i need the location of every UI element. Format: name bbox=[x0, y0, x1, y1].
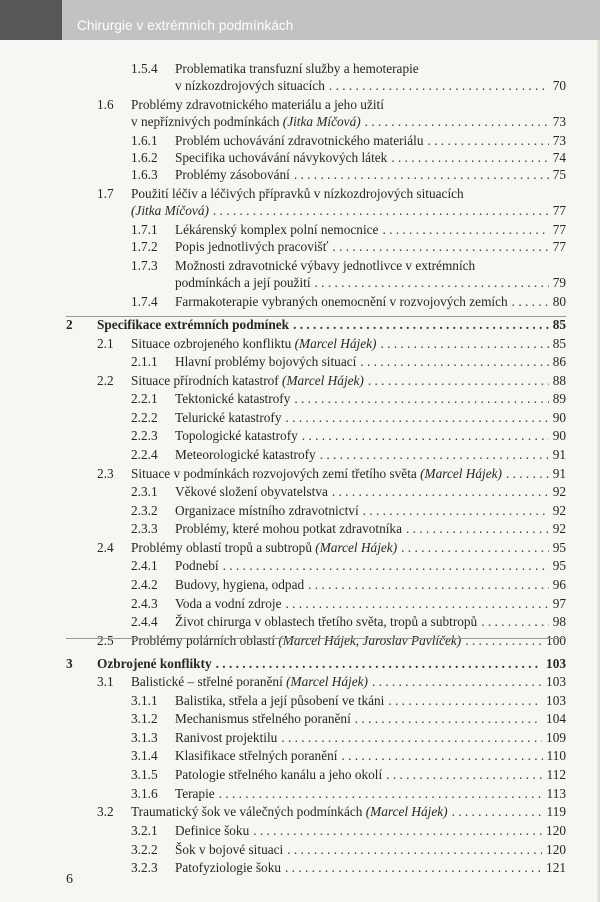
toc-page-number: 89 bbox=[552, 391, 566, 406]
toc-entry-title bbox=[175, 133, 424, 149]
toc-entry-number: 2.4.1 bbox=[131, 558, 158, 573]
toc-page-number: 79 bbox=[552, 275, 566, 290]
toc-page-number: 103 bbox=[546, 656, 566, 671]
toc-page-number: 120 bbox=[546, 823, 566, 838]
toc-entry-author: (Marcel Hájek) bbox=[286, 674, 368, 689]
toc-entry bbox=[131, 203, 566, 219]
toc-page-number: 80 bbox=[552, 294, 566, 309]
toc-entry-title bbox=[131, 540, 397, 556]
toc-entry bbox=[175, 391, 566, 407]
toc-entry-text: Klasifikace střelných poranění bbox=[175, 748, 338, 763]
toc-entry-number: 3.1.6 bbox=[131, 786, 158, 801]
toc-entry-number: 3.2.2 bbox=[131, 842, 158, 857]
toc-dot-leader bbox=[355, 711, 542, 727]
toc-entry-text: Voda a vodní zdroje bbox=[175, 596, 282, 611]
toc-entry-number: 2.3.3 bbox=[131, 521, 158, 536]
toc-entry-number: 2.4.2 bbox=[131, 577, 158, 592]
toc-entry bbox=[175, 614, 566, 630]
toc-page-number: 97 bbox=[552, 596, 566, 611]
toc-page-number: 112 bbox=[546, 767, 566, 782]
toc-dot-leader bbox=[213, 203, 549, 219]
toc-entry bbox=[175, 78, 566, 94]
toc-entry-title bbox=[175, 558, 219, 574]
toc-page-number: 88 bbox=[552, 373, 566, 388]
toc-page-number: 74 bbox=[552, 150, 566, 165]
toc-entry-text: Použití léčiv a léčivých přípravků v nízkozdrojových situacích bbox=[131, 186, 464, 201]
toc-entry-title bbox=[131, 114, 361, 130]
toc-entry-title bbox=[175, 258, 475, 274]
toc-page-number: 91 bbox=[552, 447, 566, 462]
toc-entry-number: 2.2.4 bbox=[131, 447, 158, 462]
toc-dot-leader bbox=[223, 558, 549, 574]
toc-entry-number: 1.6.1 bbox=[131, 133, 158, 148]
toc-page-number: 100 bbox=[546, 633, 566, 648]
toc-dot-leader bbox=[388, 693, 542, 709]
toc-entry-title bbox=[175, 596, 281, 612]
toc-dot-leader bbox=[294, 391, 548, 407]
toc-dot-leader bbox=[285, 596, 548, 612]
toc-entry bbox=[175, 294, 566, 310]
toc-entry bbox=[175, 428, 566, 444]
toc-entry-number: 2.4 bbox=[97, 540, 114, 555]
toc-entry bbox=[131, 373, 566, 389]
toc-dot-leader bbox=[341, 748, 542, 764]
toc-page-number: 90 bbox=[552, 410, 566, 425]
toc-entry-title bbox=[175, 767, 382, 783]
toc-entry-text: podmínkách a její použití bbox=[175, 275, 311, 290]
toc-entry-text: Patofyziologie šoku bbox=[175, 860, 281, 875]
toc-entry-text: Problémy, které mohou potkat zdravotníka bbox=[175, 521, 402, 536]
toc-dot-leader bbox=[286, 410, 549, 426]
toc-entry-author: (Marcel Hájek) bbox=[294, 336, 377, 351]
toc-entry-title bbox=[175, 521, 402, 537]
toc-entry bbox=[175, 61, 566, 77]
toc-page-number: 70 bbox=[552, 78, 566, 93]
toc-page-number: 91 bbox=[552, 466, 566, 481]
toc-dot-leader bbox=[386, 767, 542, 783]
toc-dot-leader bbox=[481, 614, 549, 630]
toc-entry-number: 2.3 bbox=[97, 466, 114, 481]
toc-dot-leader bbox=[512, 294, 549, 310]
toc-entry-author: (Jitka Míčová) bbox=[282, 114, 361, 129]
toc-page-number: 77 bbox=[552, 239, 566, 254]
toc-dot-leader bbox=[382, 222, 548, 238]
toc-page-number: 85 bbox=[552, 317, 566, 332]
toc-entry-title bbox=[175, 354, 356, 370]
toc-entry-title bbox=[175, 61, 419, 77]
toc-entry-title bbox=[175, 842, 283, 858]
toc-entry-number: 1.6.2 bbox=[131, 150, 158, 165]
toc-entry-text: Organizace místního zdravotnictví bbox=[175, 503, 359, 518]
toc-entry-title bbox=[175, 730, 277, 746]
toc-entry-title bbox=[97, 656, 212, 672]
toc-dot-leader bbox=[281, 730, 542, 746]
toc-dot-leader bbox=[216, 656, 542, 672]
toc-entry-text: v nízkozdrojových situacích bbox=[175, 78, 325, 93]
toc-entry bbox=[175, 239, 566, 255]
toc-entry-text: Hlavní problémy bojových situací bbox=[175, 354, 357, 369]
toc-entry bbox=[131, 633, 566, 649]
toc-entry-text: Problémy polárních oblastí bbox=[131, 633, 279, 648]
toc-dot-leader bbox=[302, 428, 549, 444]
toc-entry bbox=[131, 540, 566, 556]
toc-entry-text: Ozbrojené konflikty bbox=[97, 656, 212, 671]
toc-dot-leader bbox=[329, 78, 549, 94]
toc-entry-title bbox=[175, 239, 328, 255]
header-accent-block bbox=[0, 0, 62, 40]
toc-entry bbox=[175, 354, 566, 370]
toc-entry-text: Možnosti zdravotnické výbavy jednotlivce v extrémních bbox=[175, 258, 476, 273]
toc-entry-number: 1.7.2 bbox=[131, 239, 158, 254]
toc-entry bbox=[175, 786, 566, 802]
toc-entry bbox=[175, 693, 566, 709]
toc-entry-text: Problematika transfuzní služby a hemoterapie bbox=[175, 61, 419, 76]
toc-dot-leader bbox=[308, 577, 549, 593]
toc-entry bbox=[175, 730, 566, 746]
toc-dot-leader bbox=[506, 466, 549, 482]
toc-entry bbox=[175, 823, 566, 839]
toc-page-number: 92 bbox=[552, 521, 566, 536]
toc-entry-title bbox=[175, 748, 337, 764]
toc-entry-number: 3.1.4 bbox=[131, 748, 158, 763]
toc-entry bbox=[175, 842, 566, 858]
toc-entry-number: 3 bbox=[66, 656, 73, 671]
toc-entry-number: 2.4.4 bbox=[131, 614, 158, 629]
toc-entry bbox=[175, 748, 566, 764]
toc-entry bbox=[131, 186, 566, 202]
toc-page-number: 86 bbox=[552, 354, 566, 369]
toc-dot-leader bbox=[452, 804, 543, 820]
toc-entry-title bbox=[175, 693, 384, 709]
toc-entry-title bbox=[175, 484, 328, 500]
toc-page-number: 119 bbox=[546, 804, 566, 819]
toc-entry-title bbox=[131, 804, 448, 820]
toc-entry-title bbox=[175, 391, 290, 407]
toc-page-number: 96 bbox=[552, 577, 566, 592]
toc-entry-text: Specifikace extrémních podmínek bbox=[97, 317, 290, 332]
toc-entry-number: 1.7 bbox=[97, 186, 114, 201]
toc-page-number: 121 bbox=[546, 860, 566, 875]
toc-entry-text: Tektonické katastrofy bbox=[175, 391, 291, 406]
toc-entry bbox=[131, 804, 566, 820]
toc-entry-number: 3.1 bbox=[97, 674, 114, 689]
toc-dot-leader bbox=[465, 633, 542, 649]
toc-entry bbox=[131, 114, 566, 130]
toc-entry bbox=[175, 150, 566, 166]
toc-dot-leader bbox=[332, 239, 548, 255]
toc-entry-author: (Marcel Hájek) bbox=[365, 804, 448, 819]
toc-entry-number: 2.2.3 bbox=[131, 428, 158, 443]
toc-page-number: 77 bbox=[552, 203, 566, 218]
toc-entry-text: Budovy, hygiena, odpad bbox=[175, 577, 305, 592]
toc-entry-title bbox=[175, 786, 215, 802]
toc-entry-number: 2 bbox=[66, 317, 73, 332]
toc-entry-text: Věkové složení obyvatelstva bbox=[175, 484, 328, 499]
toc-entry-text: Specifika uchovávání návykových látek bbox=[175, 150, 388, 165]
toc-entry-title bbox=[131, 186, 464, 202]
toc-entry-number: 2.5 bbox=[97, 633, 114, 648]
toc-entry-text: Problém uchovávání zdravotnického materiálu bbox=[175, 133, 424, 148]
toc-entry-title bbox=[131, 674, 368, 690]
toc-page-number: 75 bbox=[552, 167, 566, 182]
toc-entry-text: Meteorologické katastrofy bbox=[175, 447, 316, 462]
toc-entry-text: Šok v bojové situaci bbox=[175, 842, 284, 857]
toc-entry-title bbox=[175, 150, 387, 166]
toc-entry bbox=[175, 577, 566, 593]
running-header bbox=[0, 0, 600, 40]
toc-entry-title bbox=[175, 823, 249, 839]
toc-page-number: 73 bbox=[552, 114, 566, 129]
toc-entry-number: 1.7.3 bbox=[131, 258, 158, 273]
toc-page-number: 73 bbox=[552, 133, 566, 148]
toc-entry bbox=[131, 97, 566, 113]
chapter-divider bbox=[66, 316, 566, 317]
toc-dot-leader bbox=[320, 447, 549, 463]
toc-entry-title bbox=[175, 410, 282, 426]
toc-entry-author: (Marcel Hájek, Jaroslav Pavlíček) bbox=[278, 633, 462, 648]
toc-entry bbox=[175, 222, 566, 238]
toc-entry-number: 2.1.1 bbox=[131, 354, 158, 369]
toc-entry-title bbox=[175, 577, 304, 593]
toc-page-number: 85 bbox=[552, 336, 566, 351]
toc-entry bbox=[175, 860, 566, 876]
toc-entry-author: (Jitka Míčová) bbox=[131, 203, 209, 218]
toc-dot-leader bbox=[372, 674, 542, 690]
toc-dot-leader bbox=[391, 150, 548, 166]
toc-dot-leader bbox=[363, 503, 549, 519]
toc-entry bbox=[175, 167, 566, 183]
toc-dot-leader bbox=[380, 336, 548, 352]
toc-entry-title bbox=[131, 373, 364, 389]
toc-dot-leader bbox=[365, 114, 549, 130]
toc-entry-text: Situace ozbrojeného konfliktu bbox=[131, 336, 295, 351]
toc-entry-number: 1.7.1 bbox=[131, 222, 158, 237]
toc-page-number: 104 bbox=[546, 711, 566, 726]
toc-entry bbox=[131, 466, 566, 482]
toc-entry-title bbox=[175, 503, 359, 519]
toc-entry-number: 3.2.1 bbox=[131, 823, 158, 838]
toc-chapter-entry bbox=[97, 656, 566, 672]
toc-entry bbox=[131, 674, 566, 690]
toc-page-number: 92 bbox=[552, 484, 566, 499]
toc-entry-text: Telurické katastrofy bbox=[175, 410, 282, 425]
toc-entry-title bbox=[175, 860, 281, 876]
toc-entry-text: Balistika, střela a její působení ve tkáni bbox=[175, 693, 385, 708]
toc-entry bbox=[175, 558, 566, 574]
toc-entry-number: 2.1 bbox=[97, 336, 114, 351]
toc-entry bbox=[175, 503, 566, 519]
toc-entry-text: Situace přírodních katastrof bbox=[131, 373, 283, 388]
toc-entry bbox=[175, 484, 566, 500]
toc-entry-number: 1.6 bbox=[97, 97, 114, 112]
toc-entry-title bbox=[175, 711, 351, 727]
toc-entry-text: Problémy zdravotnického materiálu a jeho užití bbox=[131, 97, 384, 112]
toc-entry-number: 3.1.3 bbox=[131, 730, 158, 745]
toc-entry-text: Život chirurga v oblastech třetího světa, tropů a subtropů bbox=[175, 614, 478, 629]
toc-entry-text: Problémy oblastí tropů a subtropů bbox=[131, 540, 316, 555]
toc-entry-text: Popis jednotlivých pracovišť bbox=[175, 239, 329, 254]
toc-entry-title bbox=[131, 203, 209, 219]
toc-entry bbox=[175, 596, 566, 612]
toc-entry-title bbox=[175, 447, 316, 463]
toc-entry-title bbox=[97, 317, 289, 333]
toc-dot-leader bbox=[253, 823, 542, 839]
toc-page-number: 113 bbox=[546, 786, 566, 801]
running-header-title: Chirurgie v extrémních podmínkách bbox=[77, 18, 294, 33]
toc-entry-number: 1.6.3 bbox=[131, 167, 158, 182]
toc-entry-number: 2.2.2 bbox=[131, 410, 158, 425]
toc-entry-number: 2.3.2 bbox=[131, 503, 158, 518]
toc-entry-text: Definice šoku bbox=[175, 823, 250, 838]
toc-entry-title bbox=[131, 633, 461, 649]
toc-entry bbox=[175, 275, 566, 291]
toc-entry-number: 3.1.1 bbox=[131, 693, 158, 708]
toc-entry-text: Mechanismus střelného poranění bbox=[175, 711, 351, 726]
toc-entry-number: 3.1.2 bbox=[131, 711, 158, 726]
toc-entry-number: 2.2 bbox=[97, 373, 114, 388]
toc-dot-leader bbox=[401, 540, 549, 556]
toc-entry-text: v nepříznivých podmínkách bbox=[131, 114, 283, 129]
toc-entry-number: 2.4.3 bbox=[131, 596, 158, 611]
toc-entry-text: Terapie bbox=[175, 786, 215, 801]
toc-dot-leader bbox=[315, 275, 549, 291]
toc-entry-title bbox=[131, 97, 384, 113]
toc-page-number: 103 bbox=[546, 693, 566, 708]
toc-entry-title bbox=[131, 466, 502, 482]
toc-entry-text: Traumatický šok ve válečných podmínkách bbox=[131, 804, 366, 819]
toc-entry bbox=[131, 336, 566, 352]
toc-entry-title bbox=[175, 428, 298, 444]
toc-entry bbox=[175, 258, 566, 274]
toc-page-number: 103 bbox=[546, 674, 566, 689]
toc-page-number: 77 bbox=[552, 222, 566, 237]
toc-entry-author: (Marcel Hájek) bbox=[315, 540, 398, 555]
toc-dot-leader bbox=[285, 860, 542, 876]
toc-page-number: 95 bbox=[552, 558, 566, 573]
toc-entry-number: 3.2.3 bbox=[131, 860, 158, 875]
toc-dot-leader bbox=[406, 521, 549, 537]
toc-entry bbox=[175, 767, 566, 783]
toc-entry-text: Topologické katastrofy bbox=[175, 428, 298, 443]
toc-entry-text: Situace v podmínkách rozvojových zemí třetího světa bbox=[131, 466, 421, 481]
toc-page-number: 110 bbox=[546, 748, 566, 763]
toc-entry-title bbox=[175, 222, 378, 238]
toc-page-number: 90 bbox=[552, 428, 566, 443]
toc-entry-title bbox=[175, 275, 311, 291]
toc-entry-title bbox=[175, 614, 477, 630]
toc-page-number: 98 bbox=[552, 614, 566, 629]
toc-entry-text: Lékárenský komplex polní nemocnice bbox=[175, 222, 379, 237]
toc-entry bbox=[175, 521, 566, 537]
toc-entry-title bbox=[131, 336, 376, 352]
toc-entry-title bbox=[175, 294, 508, 310]
toc-entry-number: 3.1.5 bbox=[131, 767, 158, 782]
toc-entry-text: Patologie střelného kanálu a jeho okolí bbox=[175, 767, 383, 782]
toc-page-number: 109 bbox=[546, 730, 566, 745]
toc-entry-title bbox=[175, 78, 325, 94]
toc-dot-leader bbox=[360, 354, 548, 370]
page-number: 6 bbox=[66, 872, 73, 887]
toc-entry-text: Balistické – střelné poranění bbox=[131, 674, 287, 689]
toc-entry-text: Problémy zásobování bbox=[175, 167, 290, 182]
toc-page-number: 95 bbox=[552, 540, 566, 555]
toc-chapter-entry bbox=[97, 317, 566, 333]
toc-entry bbox=[175, 133, 566, 149]
chapter-divider bbox=[66, 638, 566, 639]
toc-entry bbox=[175, 447, 566, 463]
toc-entry-number: 2.2.1 bbox=[131, 391, 158, 406]
toc-entry-number: 2.3.1 bbox=[131, 484, 158, 499]
toc-entry-author: (Marcel Hájek) bbox=[420, 466, 502, 481]
toc-entry-text: Ranivost projektilu bbox=[175, 730, 278, 745]
toc-dot-leader bbox=[287, 842, 542, 858]
toc-entry-text: Podnebí bbox=[175, 558, 219, 573]
toc-entry-number: 1.7.4 bbox=[131, 294, 158, 309]
toc-dot-leader bbox=[293, 317, 549, 333]
toc-entry-number: 3.2 bbox=[97, 804, 114, 819]
toc-page-number: 120 bbox=[546, 842, 566, 857]
toc-dot-leader bbox=[332, 484, 549, 500]
toc-entry-title bbox=[175, 167, 290, 183]
toc-entry-text: Farmakoterapie vybraných onemocnění v rozvojových zemích bbox=[175, 294, 508, 309]
toc-entry bbox=[175, 711, 566, 727]
toc-entry-number: 1.5.4 bbox=[131, 61, 158, 76]
toc-dot-leader bbox=[219, 786, 543, 802]
toc-entry bbox=[175, 410, 566, 426]
toc-dot-leader bbox=[368, 373, 549, 389]
toc-page-number: 92 bbox=[552, 503, 566, 518]
toc-entry-author: (Marcel Hájek) bbox=[282, 373, 364, 388]
toc-dot-leader bbox=[428, 133, 549, 149]
toc-dot-leader bbox=[294, 167, 549, 183]
